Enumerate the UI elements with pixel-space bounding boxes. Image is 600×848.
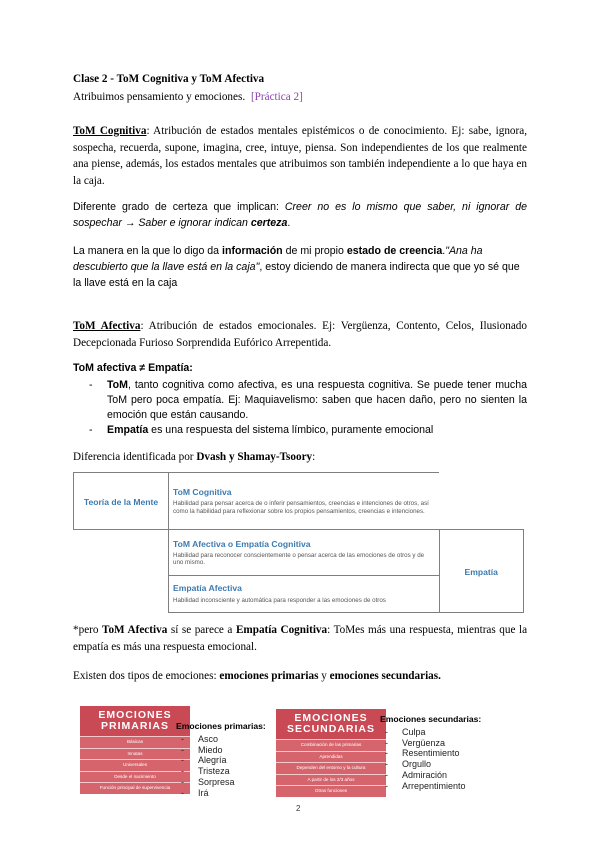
tipos-text-2: y — [321, 670, 327, 682]
list-item: - Resentimiento — [380, 748, 481, 759]
secundarias-card — [276, 709, 386, 797]
tipos-bold-1: emociones primarias — [219, 670, 319, 682]
informacion-paragraph — [73, 243, 527, 291]
list-item: - Miedo — [176, 745, 266, 756]
list-item: - Tristeza — [176, 766, 266, 777]
table-row — [74, 473, 524, 530]
informacion-text-4: , estoy diciendo de manera indirecta que que yo sé que la llave está en la caja — [73, 261, 520, 289]
primarias-list — [176, 721, 266, 799]
empatia-afectiva-cell — [169, 576, 440, 613]
informacion-text-1: La manera en la que lo digo da — [73, 245, 220, 257]
diferencia-line — [73, 451, 315, 463]
card-row: Universales — [80, 759, 190, 771]
list-item: - Irá — [176, 788, 266, 799]
page-number: 2 — [296, 804, 301, 813]
page-title: Clase 2 - ToM Cognitiva y ToM Afectiva — [73, 73, 265, 85]
certeza-end: . — [287, 217, 291, 229]
informacion-italic: "Ana ha descubierto que la llave está en la caja" — [73, 245, 483, 273]
dvash-table — [73, 472, 524, 613]
diferencia-end: : — [312, 451, 316, 463]
pero-paragraph — [73, 622, 527, 655]
row-title: ToM Cognitiva — [173, 487, 232, 497]
card-title-line-2: SECUNDARIAS — [286, 723, 375, 735]
teoria-label: Teoría de la Mente — [83, 497, 159, 507]
table-row — [74, 530, 524, 576]
practice-link[interactable]: [Práctica 2] — [250, 91, 303, 103]
row-title: Empatía Afectiva — [173, 583, 242, 594]
pero-text-1: *pero — [73, 624, 99, 636]
card-row: Dependen del entorno y la cultura — [276, 762, 386, 774]
card-row: A partir de los 2/3 años — [276, 774, 386, 786]
list-item: - Admiración — [380, 770, 481, 781]
subtitle-text: Atribuimos pensamiento y emociones. — [73, 91, 246, 103]
row-title: ToM Afectiva o Empatía Cognitiva — [173, 538, 311, 549]
card-row: Combinación de las primarias — [276, 739, 386, 751]
list-item: - Sorpresa — [176, 777, 266, 788]
list-item: - Asco — [176, 734, 266, 745]
card-row: Innatas — [80, 748, 190, 760]
empatia-cell — [439, 530, 524, 613]
certeza-paragraph — [73, 199, 527, 231]
tipos-text-1: Existen dos tipos de emociones: — [73, 670, 217, 682]
certeza-bold: certeza — [250, 217, 288, 229]
empatia-label: Empatía — [464, 567, 498, 577]
informacion-text-2: de mi propio — [285, 245, 344, 257]
pero-text-3: : ToMes más una respuesta, mientras que la empatía es más una respuesta emocional. — [73, 624, 528, 653]
informacion-bold-2: estado de creencia — [346, 245, 443, 257]
card-row: Función principal de supervivencia — [80, 782, 190, 794]
secundarias-heading: Emociones secundarias: — [380, 714, 482, 724]
tom-cognitiva-cell — [169, 473, 440, 530]
bullet-2-text: es una respuesta del sistema límbico, puramente emocional — [151, 424, 434, 436]
tipos-bold-2: emociones secundarias. — [329, 670, 441, 682]
list-item: - Vergüenza — [380, 738, 481, 749]
tom-cognitiva-definition: : Atribución de estados mentales epistémicos o de conocimiento. Ej: sabe, ignora, sospecha, recuerda, supone, imagina, cree, intuye, piensa. Son independientes de los que realmente ana piense, además, los estados mentales que atribuimos son también independiente a lo que haya en la caja. — [73, 125, 527, 187]
bullet-1-text: , tanto cognitiva como afectiva, es una respuesta cognitiva. Se puede tener mucha ToM pero poca empatía. Ej: Maquiavelismo: saben que hacen daño, pero no sienten la emoción que están causando. — [107, 379, 527, 421]
tom-cognitiva-term: ToM Cognitiva — [73, 125, 147, 137]
secundarias-card-header — [276, 709, 386, 739]
empty-cell — [439, 473, 524, 530]
list-item: - Orgullo — [380, 759, 481, 770]
pero-bold-2: Empatía Cognitiva — [235, 624, 328, 636]
card-row: Otras funciones — [276, 785, 386, 797]
pero-bold-1: ToM Afectiva — [102, 624, 168, 636]
list-item: - Alegría — [176, 755, 266, 766]
card-row: Desde el nacimiento — [80, 771, 190, 783]
subtitle — [73, 91, 303, 103]
secundarias-list — [380, 714, 481, 792]
informacion-bold-1: información — [222, 245, 283, 257]
certeza-lead: Diferente grado de certeza que implican: — [73, 201, 279, 213]
list-item: - Arrepentimiento — [380, 781, 481, 792]
diferencia-authors: Dvash y Shamay-Tsoory — [196, 451, 313, 463]
primarias-card-header — [80, 706, 190, 736]
empatia-bullets — [73, 378, 527, 438]
card-title-line-1: EMOCIONES — [98, 709, 172, 721]
card-title-line-2: PRIMARIAS — [101, 720, 169, 732]
row-desc: Habilidad para reconocer conscientemente o pensar acerca de las emociones de otros y de uno mismo. — [173, 551, 425, 566]
list-item: - Culpa — [380, 727, 481, 738]
empatia-heading: ToM afectiva ≠ Empatía: — [73, 362, 193, 374]
primarias-card — [80, 706, 190, 794]
bullet-2-bold: Empatía — [107, 424, 149, 436]
card-row: Aprendidas — [276, 751, 386, 763]
tom-afectiva-paragraph — [73, 318, 527, 351]
diferencia-lead: Diferencia identificada por — [73, 451, 194, 463]
tom-afectiva-cell — [169, 530, 440, 576]
teoria-cell — [74, 473, 169, 530]
tipos-line — [73, 670, 441, 682]
pero-text-2: sí se parece a — [170, 624, 233, 636]
tom-cognitiva-paragraph — [73, 123, 527, 189]
informacion-text-3: . — [442, 245, 446, 257]
row-desc: Habilidad para pensar acerca de o inferir pensamientos, creencias e intenciones de otros, así como la habilidad para reflexionar sobre los propios pensamientos, creencias e intenciones. — [173, 500, 429, 515]
row-desc: Habilidad inconsciente y automática para responder a las emociones de otros — [173, 597, 386, 605]
primarias-heading: Emociones primarias: — [176, 721, 266, 731]
card-row: Básicas — [80, 736, 190, 748]
bullet-1-bold: ToM — [107, 379, 128, 391]
certeza-italic: Creer no es lo mismo que saber, ni ignorar de sospechar → Saber e ignorar indican — [73, 201, 527, 229]
empty-left-cell — [74, 530, 169, 613]
tom-afectiva-term: ToM Afectiva — [73, 320, 141, 332]
list-item — [73, 423, 527, 438]
list-item — [73, 378, 527, 423]
tom-afectiva-definition: : Atribución de estados emocionales. Ej: Vergüenza, Contento, Celos, Ilusionado Decepcionada Furioso Sorprendida Eufórico Arrepentida. — [73, 320, 527, 349]
card-title-line-1: EMOCIONES — [294, 712, 368, 724]
